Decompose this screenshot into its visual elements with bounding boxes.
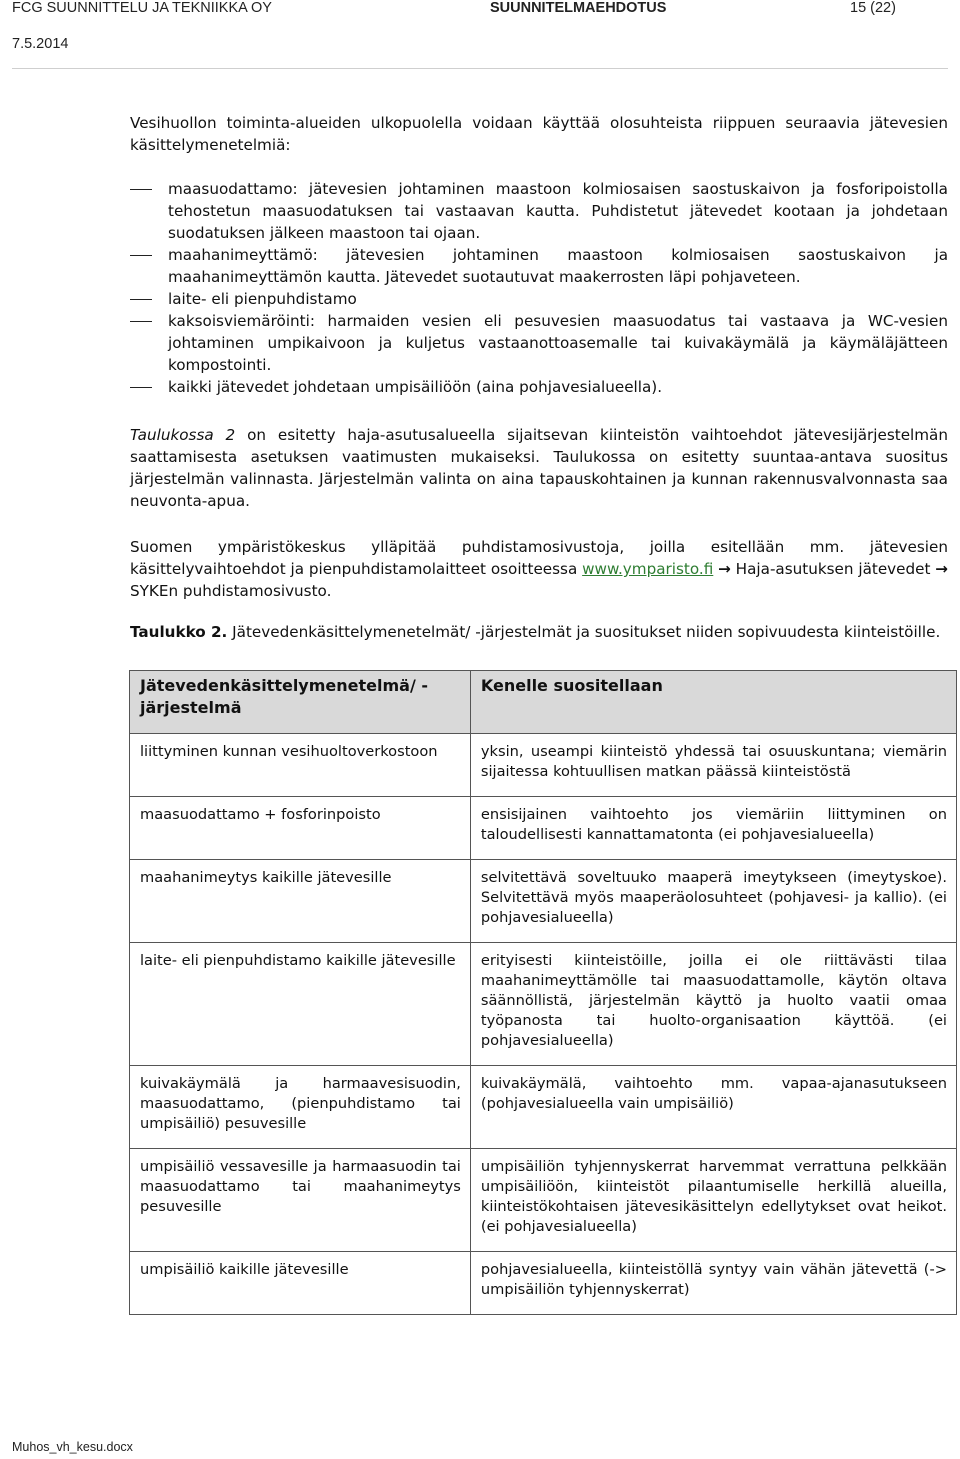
- recommendation-cell: selvitettävä soveltuuko maaperä imeytykseen (imeytyskoe). Selvitettävä myös maaperäolosuhteet (pohjavesi- ja kallio). (ei pohjavesialueella): [470, 860, 956, 943]
- recommendation-cell: yksin, useampi kiinteistö yhdessä tai osuuskuntana; viemärin sijaitessa kohtuullisen matkan päässä kiinteistöstä: [470, 734, 956, 797]
- recommendation-cell: umpisäiliön tyhjennyskerrat harvemmat verrattuna pelkkään umpisäiliöön, kiinteistöt pilaantumiselle herkillä alueilla, kiinteistökohtaisen jätevesikäsittelyn edellytykset ovat heikot. (ei pohjavesialueella): [470, 1149, 956, 1252]
- list-item: [130, 288, 948, 310]
- table-caption: [130, 621, 948, 643]
- table-row: [130, 860, 957, 943]
- paragraph-text: on esitetty haja-asutusalueella sijaitsevan kiinteistön vaihtoehdot jätevesijärjestelmän saattamisesta asetuksen vaatimusten mukaiseksi. Taulukossa on esitetty suuntaa-antava suositus järjestelmän valinnasta. Järjestelmän valinta on aina tapauskohtainen ja kunnan rakennusvalvonnasta saa neuvonta-apua.: [130, 426, 948, 510]
- table-row: [130, 734, 957, 797]
- recommendation-cell: pohjavesialueella, kiinteistöllä syntyy vain vähän jätevettä (-> umpisäiliön tyhjennyskerrat): [470, 1252, 956, 1315]
- table-row: [130, 1252, 957, 1315]
- table-header-row: [130, 671, 957, 734]
- column-header-method: Jätevedenkäsittelymenetelmä/ -järjestelmä: [130, 671, 471, 734]
- arrow-right-icon: →: [718, 560, 731, 578]
- caption-text: Jätevedenkäsittelymenetelmät/ -järjestelmät ja suositukset niiden sopivuudesta kiinteistöille.: [227, 623, 941, 641]
- list-item: [130, 244, 948, 288]
- method-cell: kuivakäymälä ja harmaavesisuodin, maasuodattamo, (pienpuhdistamo tai umpisäiliö) pesuvesille: [130, 1066, 471, 1149]
- method-cell: laite- eli pienpuhdistamo kaikille jätevesille: [130, 943, 471, 1066]
- method-cell: maahanimeytys kaikille jätevesille: [130, 860, 471, 943]
- method-cell: maasuodattamo + fosforinpoisto: [130, 797, 471, 860]
- list-item-text: laite- eli pienpuhdistamo: [168, 290, 357, 308]
- paragraph-text: Suomen ympäristökeskus ylläpitää puhdistamosivustoja, joilla esitellään mm. jätevesien käsittelyvaihtoehdot ja pienpuhdistamolaitteet osoitteessa: [130, 538, 948, 578]
- footer-filename: Muhos_vh_kesu.docx: [12, 1440, 133, 1454]
- arrow-right-icon: →: [935, 560, 949, 578]
- recommendation-cell: kuivakäymälä, vaihtoehto mm. vapaa-ajanasutukseen (pohjavesialueella vain umpisäiliö): [470, 1066, 956, 1149]
- list-item-text: kaksoisviemäröinti: harmaiden vesien eli pesuvesien maasuodatus tai vastaava ja WC-vesien johtaminen umpikaivoon ja kuljetus vastaanottoasemalle tai kuivakäymälä ja käymäläjätteen kompostointi.: [168, 312, 948, 374]
- table-row: [130, 943, 957, 1066]
- list-item-text: kaikki jätevedet johdetaan umpisäiliöön (aina pohjavesialueella).: [168, 378, 663, 396]
- list-item-text: maahanimeyttämö: jätevesien johtaminen maastoon kolmiosaisen saostuskaivon ja maahanimeyttämön kautta. Jätevedet suotautuvat maakerrosten läpi pohjaveteen.: [168, 246, 948, 286]
- list-item: [130, 376, 948, 398]
- syke-paragraph: [130, 536, 948, 602]
- method-cell: umpisäiliö vessavesille ja harmaasuodin tai maasuodattamo tai maahanimeytys pesuvesille: [130, 1149, 471, 1252]
- table-row: [130, 797, 957, 860]
- treatment-method-list: [130, 178, 948, 398]
- paragraph-text: Haja-asutuksen jätevedet: [730, 560, 936, 578]
- table-reference-paragraph: [130, 424, 948, 512]
- paragraph-text: SYKEn puhdistamosivusto.: [130, 582, 332, 600]
- intro-paragraph: Vesihuollon toiminta-alueiden ulkopuolella voidaan käyttää olosuhteista riippuen seuraavia jätevesien käsittelymenetelmiä:: [130, 114, 948, 154]
- recommendation-table: [129, 670, 957, 1315]
- header-company: FCG SUUNNITTELU JA TEKNIIKKA OY: [12, 0, 272, 16]
- list-item-text: maasuodattamo: jätevesien johtaminen maastoon kolmiosaisen saostuskaivon ja fosforipoistolla tehostetun maasuodatuksen tai vastaavan kautta. Puhdistetut jätevedet kootaan ja johdetaan suodatuksen jälkeen maastoon tai ojaan.: [168, 180, 948, 242]
- column-header-recommendation: Kenelle suositellaan: [470, 671, 956, 734]
- header-divider: [12, 68, 948, 69]
- method-cell: umpisäiliö kaikille jätevesille: [130, 1252, 471, 1315]
- list-item: [130, 310, 948, 376]
- method-cell: liittyminen kunnan vesihuoltoverkostoon: [130, 734, 471, 797]
- header-date: 7.5.2014: [12, 36, 69, 52]
- table-reference: Taulukossa 2: [130, 426, 236, 444]
- table-row: [130, 1066, 957, 1149]
- header-title: SUUNNITELMAEHDOTUS: [490, 0, 667, 16]
- ymparisto-link[interactable]: www.ymparisto.fi: [582, 560, 714, 578]
- header-page-number: 15 (22): [850, 0, 896, 16]
- recommendation-cell: erityisesti kiinteistöille, joilla ei ole riittävästi tilaa maahanimeyttämölle tai maasuodattamolle, käytön oltava säännöllistä, järjestelmän käyttö ja huolto vaatii omaa työpanosta tai huolto-organisaation käyttöä. (ei pohjavesialueella): [470, 943, 956, 1066]
- list-item: [130, 178, 948, 244]
- table-row: [130, 1149, 957, 1252]
- caption-label: Taulukko 2.: [130, 623, 228, 641]
- recommendation-cell: ensisijainen vaihtoehto jos viemäriin liittyminen on taloudellisesti kannattamatonta (ei pohjavesialueella): [470, 797, 956, 860]
